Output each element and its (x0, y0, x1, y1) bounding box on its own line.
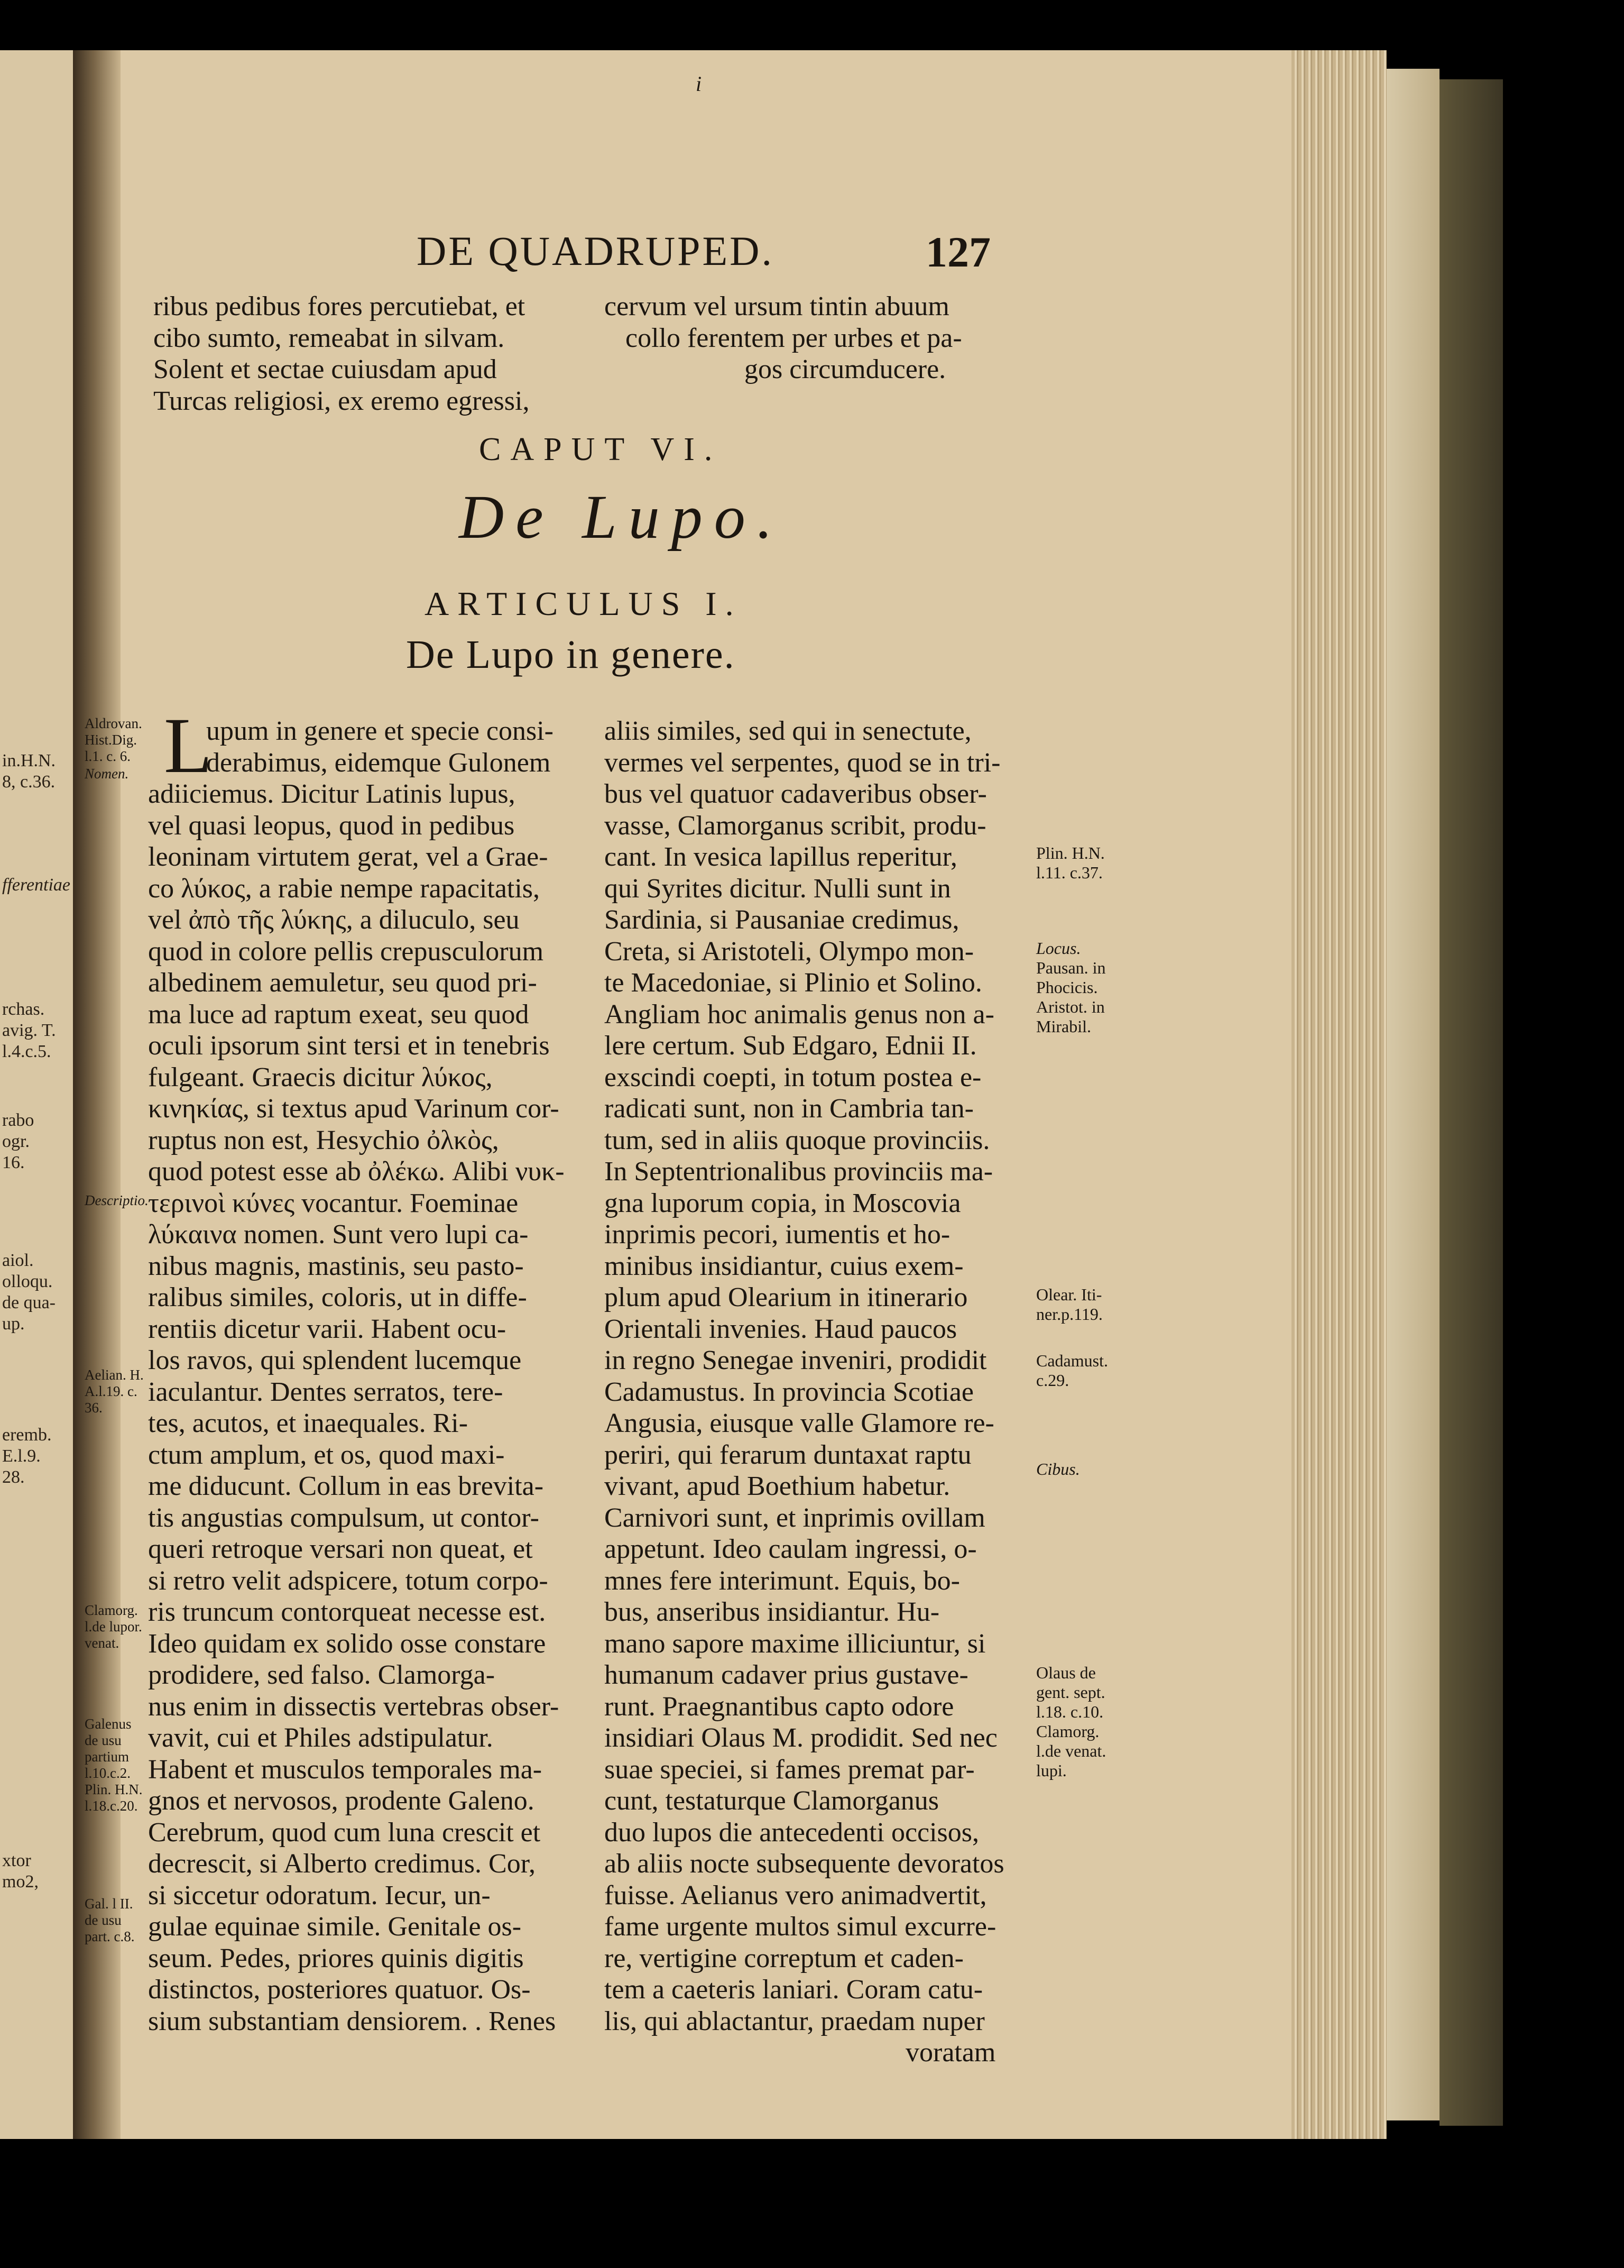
text-line: appetunt. Ideo caulam ingressi, o- (604, 1534, 977, 1564)
text-line: ma luce ad raptum exeat, seu quod (148, 999, 529, 1030)
right-margin-note (1036, 1459, 1080, 1479)
text-line: tis angustias compulsum, ut contor- (148, 1502, 539, 1533)
margin-line: Olaus de (1036, 1663, 1096, 1682)
text-line: oculi ipsorum sint tersi et in tenebris (148, 1031, 550, 1061)
text-line: humanum cadaver prius gustave- (604, 1660, 968, 1690)
text-line: cunt, testaturque Clamorganus (604, 1786, 939, 1816)
text-line: runt. Praegnantibus capto odore (604, 1691, 954, 1722)
text-line: me diducunt. Collum in eas brevita- (148, 1471, 544, 1501)
text-line: In Septentrionalibus provinciis ma- (604, 1156, 993, 1187)
margin-line: l.18.c.20. (85, 1798, 138, 1814)
margin-line: Phocicis. (1036, 978, 1098, 997)
margin-line: de usu (85, 1732, 122, 1748)
article-title: De Lupo in genere. (406, 632, 735, 677)
margin-line: partium (85, 1749, 129, 1765)
text-line: suae speciei, si fames premat par- (604, 1754, 975, 1785)
text-line: queri retroque versari non queat, et (148, 1534, 533, 1564)
margin-line: Gal. l II. (85, 1896, 133, 1912)
left-margin-note (85, 1896, 134, 1945)
text-line: ruptus non est, Hesychio ὀλκὸς, (148, 1125, 499, 1155)
facing-fragment: E.l.9. (2, 1446, 41, 1466)
margin-line: l.18. c.10. (1036, 1702, 1104, 1721)
margin-line: Plin. H.N. (1036, 843, 1105, 862)
margin-line: Clamorg. (85, 1602, 138, 1618)
facing-fragment: rchas. (2, 999, 45, 1019)
text-line: in regno Senegae inveniri, prodidit (604, 1345, 987, 1375)
drop-cap: L (164, 702, 213, 789)
facing-fragment: up. (2, 1314, 25, 1334)
margin-line: ner.p.119. (1036, 1305, 1103, 1324)
left-margin-note (85, 1716, 143, 1814)
text-line: exscindi coepti, in totum postea e- (604, 1062, 982, 1092)
right-margin-note (1036, 939, 1081, 958)
margin-line: Nomen. (85, 766, 129, 782)
text-line: albedinem aemuletur, seu quod pri- (148, 968, 537, 998)
running-header: DE QUADRUPED. (417, 228, 774, 274)
top-right-column (604, 291, 1059, 385)
text-line: adiiciemus. Dicitur Latinis lupus, (148, 779, 515, 809)
left-margin-note (85, 1602, 142, 1651)
facing-fragment: de qua- (2, 1293, 56, 1312)
text-line: insidiari Olaus M. prodidit. Sed nec (604, 1723, 998, 1753)
text-line: Angusia, eiusque valle Glamore re- (604, 1408, 994, 1438)
text-line: Ideo quidam ex solido osse constare (148, 1628, 546, 1659)
right-margin-note (1036, 1351, 1108, 1390)
margin-line: Descriptio. (85, 1192, 149, 1208)
text-line: fulgeant. Graecis dicitur λύκος, (148, 1062, 493, 1092)
margin-line: Hist.Dig. (85, 732, 137, 748)
text-line: gulae equinae simile. Genitale os- (148, 1912, 522, 1942)
text-line: Solent et sectae cuiusdam apud (153, 354, 497, 384)
text-line: vavit, cui et Philes adstipulatur. (148, 1723, 493, 1753)
text-line: duo lupos die antecedenti occisos, (604, 1817, 980, 1848)
text-line: bus, anseribus insidiantur. Hu- (604, 1597, 940, 1627)
text-line: lere certum. Sub Edgaro, Ednii II. (604, 1031, 977, 1061)
text-line: derabimus, eidemque Gulonem (206, 747, 551, 778)
text-line: Turcas religiosi, ex eremo egressi, (153, 385, 530, 416)
text-line: vermes vel serpentes, quod se in tri- (604, 747, 1001, 778)
text-line: Cadamustus. In provincia Scotiae (604, 1376, 974, 1407)
margin-line: de usu (85, 1912, 122, 1928)
facing-fragment: l.4.c.5. (2, 1042, 51, 1061)
facing-fragment: in.H.N. (2, 751, 56, 770)
text-line: te Macedoniae, si Plinio et Solino. (604, 968, 982, 998)
facing-page-edge (0, 50, 75, 2139)
text-line: voratam (906, 2037, 996, 2068)
margin-line: venat. (85, 1635, 119, 1651)
text-line: nus enim in dissectis vertebras obser- (148, 1691, 559, 1722)
margin-line: Aelian. H. (85, 1367, 144, 1383)
text-line: Carnivori sunt, et inprimis ovillam (604, 1502, 985, 1533)
text-line: κινηκίας, si textus apud Varinum cor- (148, 1094, 559, 1124)
margin-line: gent. sept. (1036, 1683, 1105, 1702)
margin-line: Plin. H.N. (85, 1782, 143, 1797)
margin-line: Mirabil. (1036, 1017, 1091, 1036)
text-line: sium substantiam densiorem. . Renes (148, 2006, 556, 2036)
text-line: fame urgente multos simul excurre- (604, 1912, 996, 1942)
text-line: nibus magnis, mastinis, seu pasto- (148, 1251, 524, 1281)
right-text-column (604, 715, 1069, 2069)
text-line: minibus insidiantur, cuius exem- (604, 1251, 964, 1281)
text-line: ribus pedibus fores percutiebat, et (153, 291, 525, 322)
text-line: si retro velit adspicere, totum corpo- (148, 1565, 548, 1596)
text-line: vasse, Clamorganus scribit, produ- (604, 810, 986, 841)
text-line: λύκαινα nomen. Sunt vero lupi ca- (148, 1219, 529, 1250)
margin-line: l.10.c.2. (85, 1765, 131, 1781)
book-cover (1440, 79, 1503, 2126)
facing-fragment: eremb. (2, 1425, 52, 1445)
page-number: 127 (926, 228, 991, 276)
margin-line: Aldrovan. (85, 715, 142, 731)
facing-fragment: xtor (2, 1851, 31, 1870)
left-margin-note (85, 1367, 144, 1416)
text-line: ralibus similes, coloris, ut in diffe- (148, 1282, 527, 1312)
top-left-column (153, 291, 619, 417)
text-line: Orientali invenies. Haud paucos (604, 1314, 957, 1344)
text-line: vel quasi leopus, quod in pedibus (148, 810, 515, 841)
text-line: gnos et nervosos, prodente Galeno. (148, 1786, 534, 1816)
signature-mark: i (696, 72, 702, 96)
facing-fragment: avig. T. (2, 1021, 56, 1040)
text-line: quod potest esse ab ὀλέκω. Alibi νυκ- (148, 1156, 565, 1187)
margin-line: Aristot. in (1036, 997, 1105, 1016)
endpaper-edge (1387, 69, 1440, 2120)
text-line: qui Syrites dicitur. Nulli sunt in (604, 873, 951, 904)
margin-line: part. c.8. (85, 1929, 135, 1944)
text-line: decrescit, si Alberto credimus. Cor, (148, 1849, 536, 1879)
text-line: ris truncum contorqueat necesse est. (148, 1597, 546, 1627)
text-line: lis, qui ablactantur, praedam nuper (604, 2006, 985, 2036)
facing-fragment: 28. (2, 1467, 25, 1487)
text-line: leoninam virtutem gerat, vel a Grae- (148, 842, 548, 872)
text-line: iaculantur. Dentes serratos, tere- (148, 1376, 503, 1407)
text-line: re, vertigine correptum et caden- (604, 1943, 964, 1973)
text-line: Habent et musculos temporales ma- (148, 1754, 542, 1785)
margin-line: A.l.19. c. (85, 1383, 137, 1399)
text-line: cant. In vesica lapillus reperitur, (604, 842, 957, 872)
margin-line: l.de lupor. (85, 1619, 142, 1635)
text-line: inprimis pecori, iumentis et ho- (604, 1219, 951, 1250)
text-line: tes, acutos, et inaequales. Ri- (148, 1408, 468, 1438)
text-line: distinctos, posteriores quatuor. Os- (148, 1975, 531, 2005)
text-line: prodidere, sed falso. Clamorga- (148, 1660, 495, 1690)
text-line: seum. Pedes, priores quinis digitis (148, 1943, 524, 1973)
margin-line: lupi. (1036, 1761, 1067, 1780)
text-line: Cerebrum, quod cum luna crescit et (148, 1817, 541, 1848)
text-line: ctum amplum, et os, quod maxi- (148, 1439, 505, 1470)
text-line: Sardinia, si Pausaniae credimus, (604, 905, 959, 935)
text-line: co λύκος, a rabie nempe rapacitatis, (148, 873, 540, 904)
left-text-column (148, 715, 613, 2037)
text-line: vivant, apud Boethium habetur. (604, 1471, 951, 1501)
margin-line: Locus. (1036, 939, 1081, 958)
text-line: collo ferentem per urbes et pa- (625, 323, 962, 353)
text-line: rentiis dicetur varii. Habent ocu- (148, 1314, 506, 1344)
left-margin-note (85, 766, 128, 782)
margin-line: c.29. (1036, 1371, 1069, 1390)
margin-line: l.1. c. 6. (85, 748, 131, 764)
text-line: periri, qui ferarum duntaxat raptu (604, 1439, 972, 1470)
margin-line: Cadamust. (1036, 1351, 1108, 1370)
text-line: gos circumducere. (744, 354, 946, 384)
facing-fragment: fferentiae (2, 875, 71, 895)
margin-line: Clamorg. (1036, 1722, 1100, 1741)
text-line: radicati sunt, non in Cambria tan- (604, 1094, 974, 1124)
margin-line: Cibus. (1036, 1459, 1080, 1479)
text-line: vel ἀπὸ τῆς λύκης, a diluculo, seu (148, 905, 520, 935)
text-line: cibo sumto, remeabat in silvam. (153, 323, 505, 353)
text-line: aliis similes, sed qui in senectute, (604, 716, 972, 746)
chapter-title: De Lupo. (459, 482, 785, 552)
facing-fragment: 16. (2, 1153, 25, 1172)
text-line: τερινοὶ κύνες vocantur. Foeminae (148, 1188, 519, 1218)
text-line: tum, sed in aliis quoque provinciis. (604, 1125, 990, 1155)
text-line: upum in genere et specie consi- (206, 716, 553, 746)
right-margin-note (1036, 958, 1106, 997)
facing-fragment: mo2, (2, 1872, 39, 1891)
left-margin-note (85, 1192, 149, 1209)
page-stack-edge (1291, 50, 1387, 2139)
margin-line: l.de venat. (1036, 1741, 1106, 1760)
text-line: gna luporum copia, in Moscovia (604, 1188, 961, 1218)
right-margin-note (1036, 1663, 1105, 1722)
caput-heading: CAPUT VI. (479, 431, 722, 467)
text-line: ab aliis nocte subsequente devoratos (604, 1849, 1004, 1879)
text-line: quod in colore pellis crepusculorum (148, 936, 544, 967)
text-line: fuisse. Aelianus vero animadvertit, (604, 1880, 987, 1911)
text-line: tem a caeteris laniari. Coram catu- (604, 1975, 983, 2005)
margin-line: 36. (85, 1400, 103, 1416)
text-line: Angliam hoc animalis genus non a- (604, 999, 994, 1030)
right-margin-note (1036, 1285, 1103, 1324)
book-page (85, 50, 1291, 2139)
right-margin-note (1036, 843, 1105, 883)
text-line: plum apud Olearium in itinerario (604, 1282, 968, 1312)
facing-fragment: olloqu. (2, 1272, 53, 1291)
text-line: bus vel quatuor cadaveribus obser- (604, 779, 987, 809)
left-margin-note (85, 715, 142, 765)
right-margin-note (1036, 1722, 1106, 1780)
facing-fragment: aiol. (2, 1251, 34, 1270)
facing-fragment: 8, c.36. (2, 772, 56, 792)
facing-fragment: ogr. (2, 1132, 30, 1151)
book-gutter (73, 50, 121, 2139)
articulus-heading: ARTICULUS I. (425, 585, 742, 622)
text-line: cervum vel ursum tintin abuum (604, 291, 949, 322)
margin-line: l.11. c.37. (1036, 863, 1103, 882)
text-line: si siccetur odoratum. Iecur, un- (148, 1880, 491, 1911)
facing-fragment: rabo (2, 1110, 34, 1130)
text-line: mnes fere interimunt. Equis, bo- (604, 1565, 960, 1596)
text-line: los ravos, qui splendent lucemque (148, 1345, 522, 1375)
text-line: Creta, si Aristoteli, Olympo mon- (604, 936, 974, 967)
margin-line: Galenus (85, 1716, 132, 1732)
right-margin-note (1036, 997, 1105, 1036)
text-line: mano sapore maxime illiciuntur, si (604, 1628, 986, 1659)
margin-line: Olear. Iti- (1036, 1285, 1102, 1304)
margin-line: Pausan. in (1036, 958, 1106, 977)
